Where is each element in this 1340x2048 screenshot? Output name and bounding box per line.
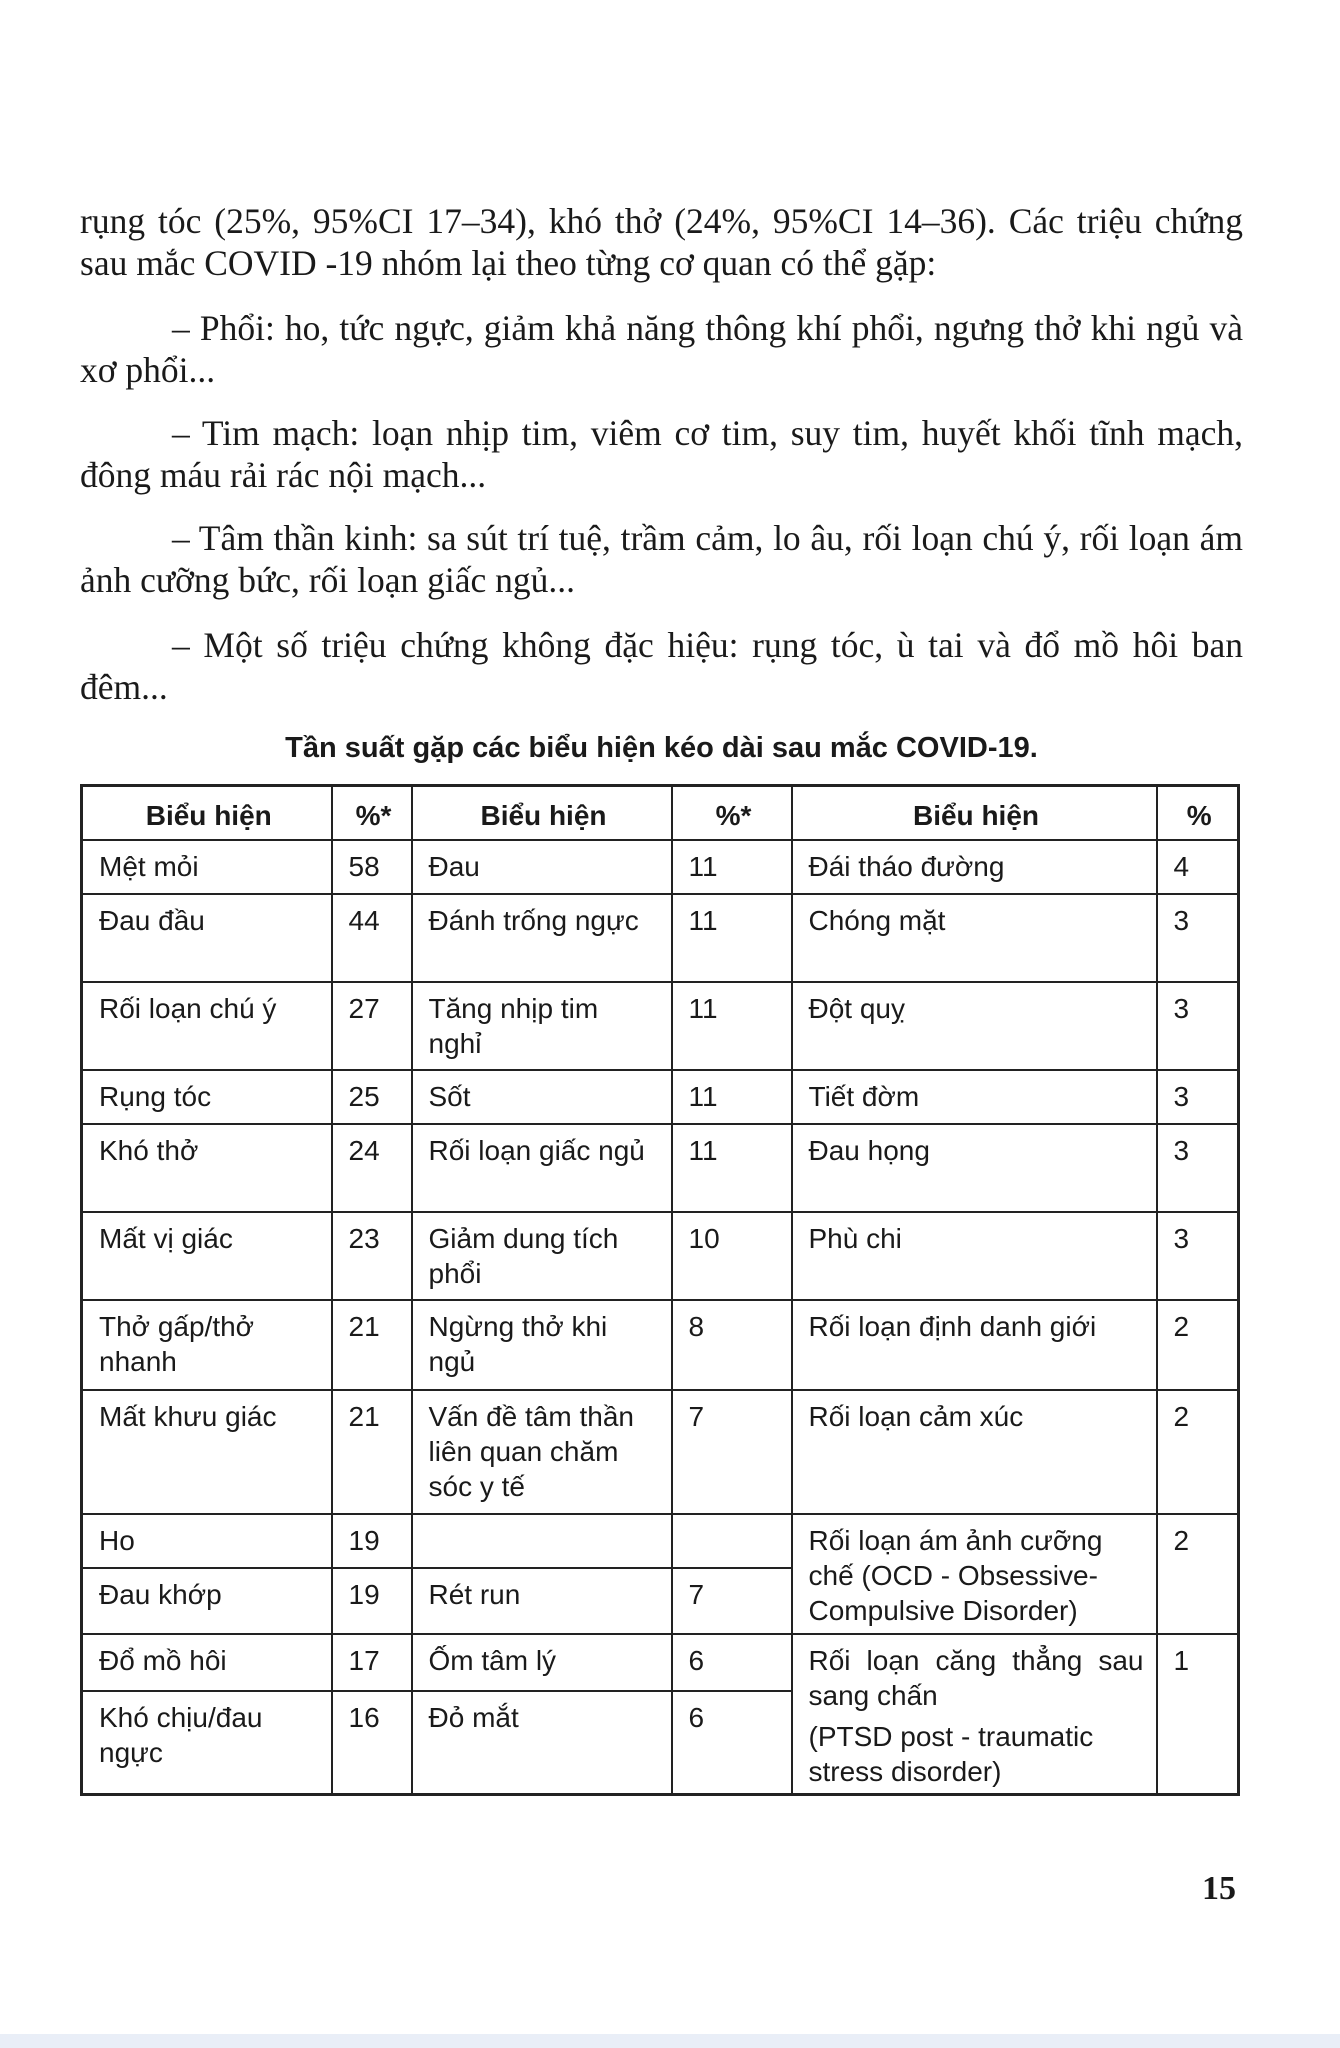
cell-percent: 21 — [332, 1300, 412, 1390]
table-caption: Tần suất gặp các biểu hiện kéo dài sau mắc COVID-19. — [285, 732, 1038, 764]
cell-percent: 17 — [332, 1634, 412, 1691]
header-symptom-2: Biểu hiện — [412, 786, 672, 841]
cell-symptom: Ốm tâm lý — [412, 1634, 672, 1691]
cell-percent: 3 — [1157, 1124, 1239, 1212]
cell-percent: 4 — [1157, 840, 1239, 894]
table-row — [82, 1390, 1239, 1514]
cell-percent: 3 — [1157, 1070, 1239, 1124]
scan-edge — [0, 2034, 1340, 2048]
cell-symptom: Đỏ mắt — [412, 1691, 672, 1794]
cell-symptom: Đau — [412, 840, 672, 894]
cell-symptom: Đau khớp — [82, 1568, 332, 1634]
cell-symptom: Khó thở — [82, 1124, 332, 1212]
table-row — [82, 1070, 1239, 1124]
cell-percent: 11 — [672, 982, 792, 1070]
cell-symptom: Tiết đờm — [792, 1070, 1157, 1124]
cell-percent: 3 — [1157, 1212, 1239, 1300]
cell-symptom: Thở gấp/thở nhanh — [82, 1300, 332, 1390]
cell-percent: 3 — [1157, 982, 1239, 1070]
cell-symptom: Sốt — [412, 1070, 672, 1124]
symptom-frequency-table — [80, 784, 1240, 1796]
cell-percent: 24 — [332, 1124, 412, 1212]
cell-symptom: Giảm dung tích phổi — [412, 1212, 672, 1300]
cell-percent: 11 — [672, 894, 792, 982]
cell-percent: 11 — [672, 840, 792, 894]
cell-symptom: Rụng tóc — [82, 1070, 332, 1124]
cell-symptom: Vấn đề tâm thần liên quan chăm sóc y tế — [412, 1390, 672, 1514]
cell-symptom: Rối loạn giấc ngủ — [412, 1124, 672, 1212]
cell-percent: 2 — [1157, 1514, 1239, 1634]
cell-symptom: Ngừng thở khi ngủ — [412, 1300, 672, 1390]
table-row — [82, 840, 1239, 894]
header-symptom-3: Biểu hiện — [792, 786, 1157, 841]
ptsd-note: (PTSD post - traumatic stress disorder) — [808, 1721, 1094, 1787]
cell-percent: 6 — [672, 1634, 792, 1691]
table-header-row — [82, 786, 1239, 841]
cell-symptom — [412, 1514, 672, 1568]
cell-symptom: Đau họng — [792, 1124, 1157, 1212]
cell-symptom: Chóng mặt — [792, 894, 1157, 982]
cell-symptom: Đái tháo đường — [792, 840, 1157, 894]
page-number: 15 — [1202, 1870, 1236, 1907]
bullet-nonspecific: – Một số triệu chứng không đặc hiệu: rụng tóc, ù tai và đổ mồ hôi ban đêm... — [80, 625, 1243, 707]
cell-percent: 8 — [672, 1300, 792, 1390]
cell-symptom-ptsd — [792, 1634, 1157, 1795]
cell-symptom: Ho — [82, 1514, 332, 1568]
cell-symptom: Mất vị giác — [82, 1212, 332, 1300]
cell-symptom: Rối loạn định danh giới — [792, 1300, 1157, 1390]
cell-symptom: Mệt mỏi — [82, 840, 332, 894]
cell-percent: 3 — [1157, 894, 1239, 982]
cell-percent: 19 — [332, 1514, 412, 1568]
header-percent-1: %* — [332, 786, 412, 841]
table-row — [82, 1514, 1239, 1568]
table-row — [82, 1212, 1239, 1300]
cell-percent: 2 — [1157, 1390, 1239, 1514]
cell-symptom: Rét run — [412, 1568, 672, 1634]
cell-symptom: Tăng nhịp tim nghỉ — [412, 982, 672, 1070]
table-row — [82, 1124, 1239, 1212]
cell-symptom: Rối loạn chú ý — [82, 982, 332, 1070]
cell-symptom: Rối loạn cảm xúc — [792, 1390, 1157, 1514]
cell-symptom: Mất khưu giác — [82, 1390, 332, 1514]
cell-percent: 7 — [672, 1390, 792, 1514]
cell-percent: 16 — [332, 1691, 412, 1794]
cell-percent: 21 — [332, 1390, 412, 1514]
cell-symptom: Đổ mồ hôi — [82, 1634, 332, 1691]
cell-symptom: Đột quỵ — [792, 982, 1157, 1070]
bullet-cardio: – Tim mạch: loạn nhịp tim, viêm cơ tim, suy tim, huyết khối tĩnh mạch, đông máu rải rác nội mạch... — [80, 413, 1243, 495]
cell-percent: 19 — [332, 1568, 412, 1634]
cell-symptom: Phù chi — [792, 1212, 1157, 1300]
cell-percent: 6 — [672, 1691, 792, 1794]
header-percent-3: % — [1157, 786, 1239, 841]
cell-percent: 25 — [332, 1070, 412, 1124]
table-row — [82, 894, 1239, 982]
bullet-neuro: – Tâm thần kinh: sa sút trí tuệ, trầm cảm, lo âu, rối loạn chú ý, rối loạn ám ảnh cưỡng bức, rối loạn giấc ngủ... — [80, 518, 1243, 600]
intro-paragraph: rụng tóc (25%, 95%CI 17–34), khó thở (24%, 95%CI 14–36). Các triệu chứng sau mắc COVID -19 nhóm lại theo từng cơ quan có thể gặp: — [80, 201, 1243, 283]
header-percent-2: %* — [672, 786, 792, 841]
cell-symptom: Đánh trống ngực — [412, 894, 672, 982]
table-row — [82, 1300, 1239, 1390]
cell-percent: 10 — [672, 1212, 792, 1300]
table-row — [82, 1634, 1239, 1691]
cell-percent: 27 — [332, 982, 412, 1070]
cell-percent — [672, 1514, 792, 1568]
cell-percent: 1 — [1157, 1634, 1239, 1795]
cell-percent: 11 — [672, 1070, 792, 1124]
cell-percent: 11 — [672, 1124, 792, 1212]
cell-percent: 44 — [332, 894, 412, 982]
cell-percent: 58 — [332, 840, 412, 894]
table-row — [82, 982, 1239, 1070]
cell-percent: 2 — [1157, 1300, 1239, 1390]
bullet-lung: – Phổi: ho, tức ngực, giảm khả năng thông khí phổi, ngưng thở khi ngủ và xơ phổi... — [80, 308, 1243, 390]
ptsd-label: Rối loạn căng thẳng sau sang chấn — [808, 1645, 1144, 1711]
cell-symptom: Rối loạn ám ảnh cưỡng chế (OCD - Obsessive-Compulsive Disorder) — [792, 1514, 1157, 1634]
cell-symptom: Đau đầu — [82, 894, 332, 982]
cell-symptom: Khó chịu/đau ngực — [82, 1691, 332, 1794]
header-symptom-1: Biểu hiện — [82, 786, 332, 841]
cell-percent: 23 — [332, 1212, 412, 1300]
cell-percent: 7 — [672, 1568, 792, 1634]
